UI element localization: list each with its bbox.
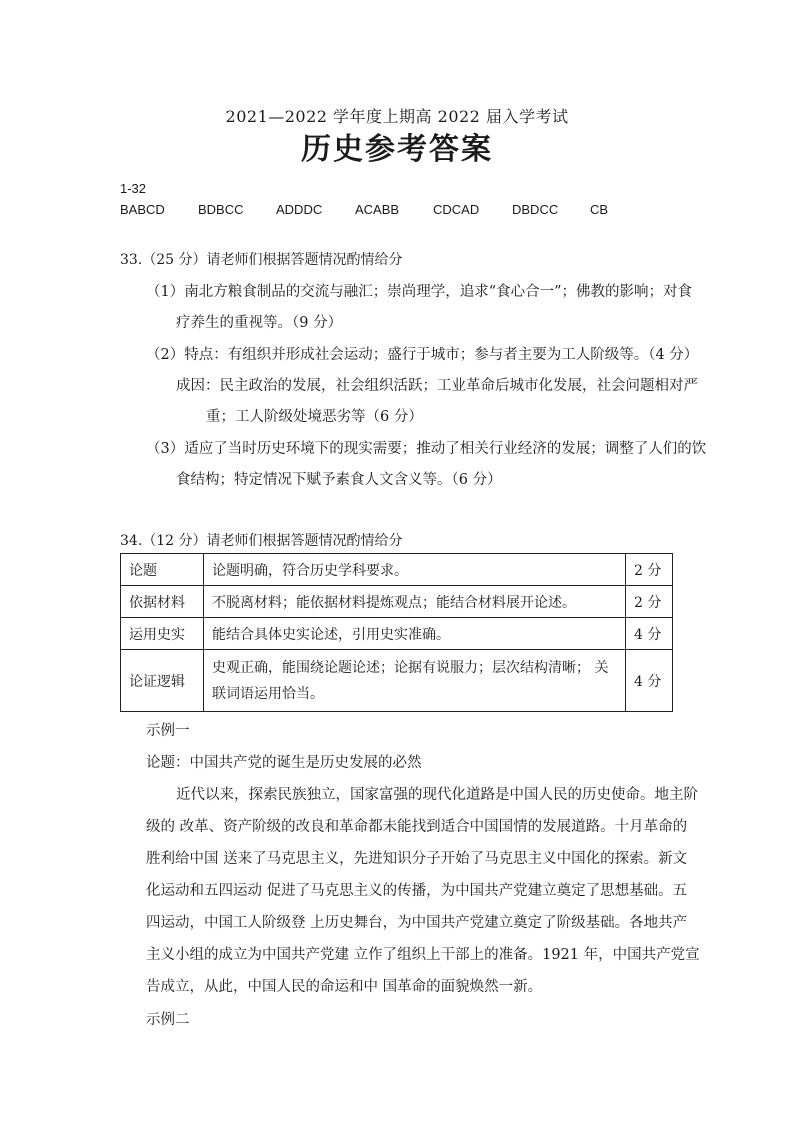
essay-line: 胜利给中国 送来了马克思主义，先进知识分子开始了马克思主义中国化的探索。新文 [146,851,688,867]
q33-part3-line1: （3）适应了当时历史环境下的现实需要；推动了相关行业经济的发展；调整了人们的饮 [146,441,707,457]
example2-label: 示例二 [146,1012,190,1028]
rubric-item: 依据材料 [121,586,204,618]
choice-range-label: 1-32 [120,181,147,196]
rubric-criteria: 史观正确，能围绕论题论述；论据有说服力；层次结构清晰； 关联词语运用恰当。 [204,650,626,712]
rubric-score: 2 分 [626,554,673,586]
answer-group-3: ADDDC [276,202,323,217]
q33-part1-line1: （1）南北方粮食制品的交流与融汇；崇尚理学，追求“食心合一”；佛教的影响；对食 [146,284,693,300]
rubric-item: 论证逻辑 [121,650,204,712]
essay-line: 四运动，中国工人阶级登 上历史舞台，为中国共产党建立奠定了阶级基础。各地共产 [146,915,688,931]
rubric-score: 2 分 [626,586,673,618]
answer-group-4: ACABB [355,202,400,217]
essay-line: 化运动和五四运动 促进了马克思主义的传播，为中国共产党建立奠定了思想基础。五 [146,883,688,899]
answer-group-2: BDBCC [198,202,244,217]
example1-label: 示例一 [146,723,190,739]
scoring-rubric-table [120,553,673,712]
rubric-row [121,554,673,586]
answer-group-5: CDCAD [433,202,480,217]
essay-line: 级的 改革、资产阶级的改良和革命都未能找到适合中国国情的发展道路。十月革命的 [146,819,688,835]
rubric-criteria: 能结合具体史实论述，引用史实准确。 [204,618,626,650]
rubric-item: 论题 [121,554,204,586]
answer-group-6: DBDCC [512,202,559,217]
page-title: 历史参考答案 [301,132,493,167]
rubric-item: 运用史实 [121,618,204,650]
essay-line: 告成立，从此，中国人民的命运和中 国革命的面貌焕然一新。 [146,979,543,995]
essay-line: 近代以来，探索民族独立，国家富强的现代化道路是中国人民的历史使命。地主阶 [176,787,698,803]
answer-group-7: CB [590,202,609,217]
rubric-row [121,650,673,712]
q33-part2-line3: 重；工人阶级处境恶劣等（6 分） [206,409,423,425]
rubric-criteria: 论题明确，符合历史学科要求。 [204,554,626,586]
q33-heading: 33.（25 分）请老师们根据答题情况酌情给分 [120,252,403,268]
exam-subtitle: 2021—2022 学年度上期高 2022 届入学考试 [225,107,569,126]
q33-part2-line1: （2）特点：有组织并形成社会运动；盛行于城市；参与者主要为工人阶级等。（4 分） [146,347,699,363]
q34-heading: 34.（12 分）请老师们根据答题情况酌情给分 [120,533,403,549]
answer-group-1: BABCD [120,202,165,217]
rubric-score: 4 分 [626,650,673,712]
rubric-score: 4 分 [626,618,673,650]
rubric-row [121,618,673,650]
q33-part3-line2: 食结构；特定情况下赋予素食人文含义等。（6 分） [176,472,502,488]
q33-part2-line2: 成因：民主政治的发展，社会组织活跃；工业革命后城市化发展，社会问题相对严 [176,378,698,394]
choice-answer-row [120,202,640,220]
q33-part1-line2: 疗养生的重视等。（9 分） [176,315,343,331]
example1-thesis: 论题：中国共产党的诞生是历史发展的必然 [146,755,422,771]
rubric-row [121,586,673,618]
essay-line: 主义小组的成立为中国共产党建 立作了组织上干部上的准备。1921 年，中国共产党宣 [146,947,700,963]
rubric-criteria: 不脱离材料；能依据材料提炼观点；能结合材料展开论述。 [204,586,626,618]
